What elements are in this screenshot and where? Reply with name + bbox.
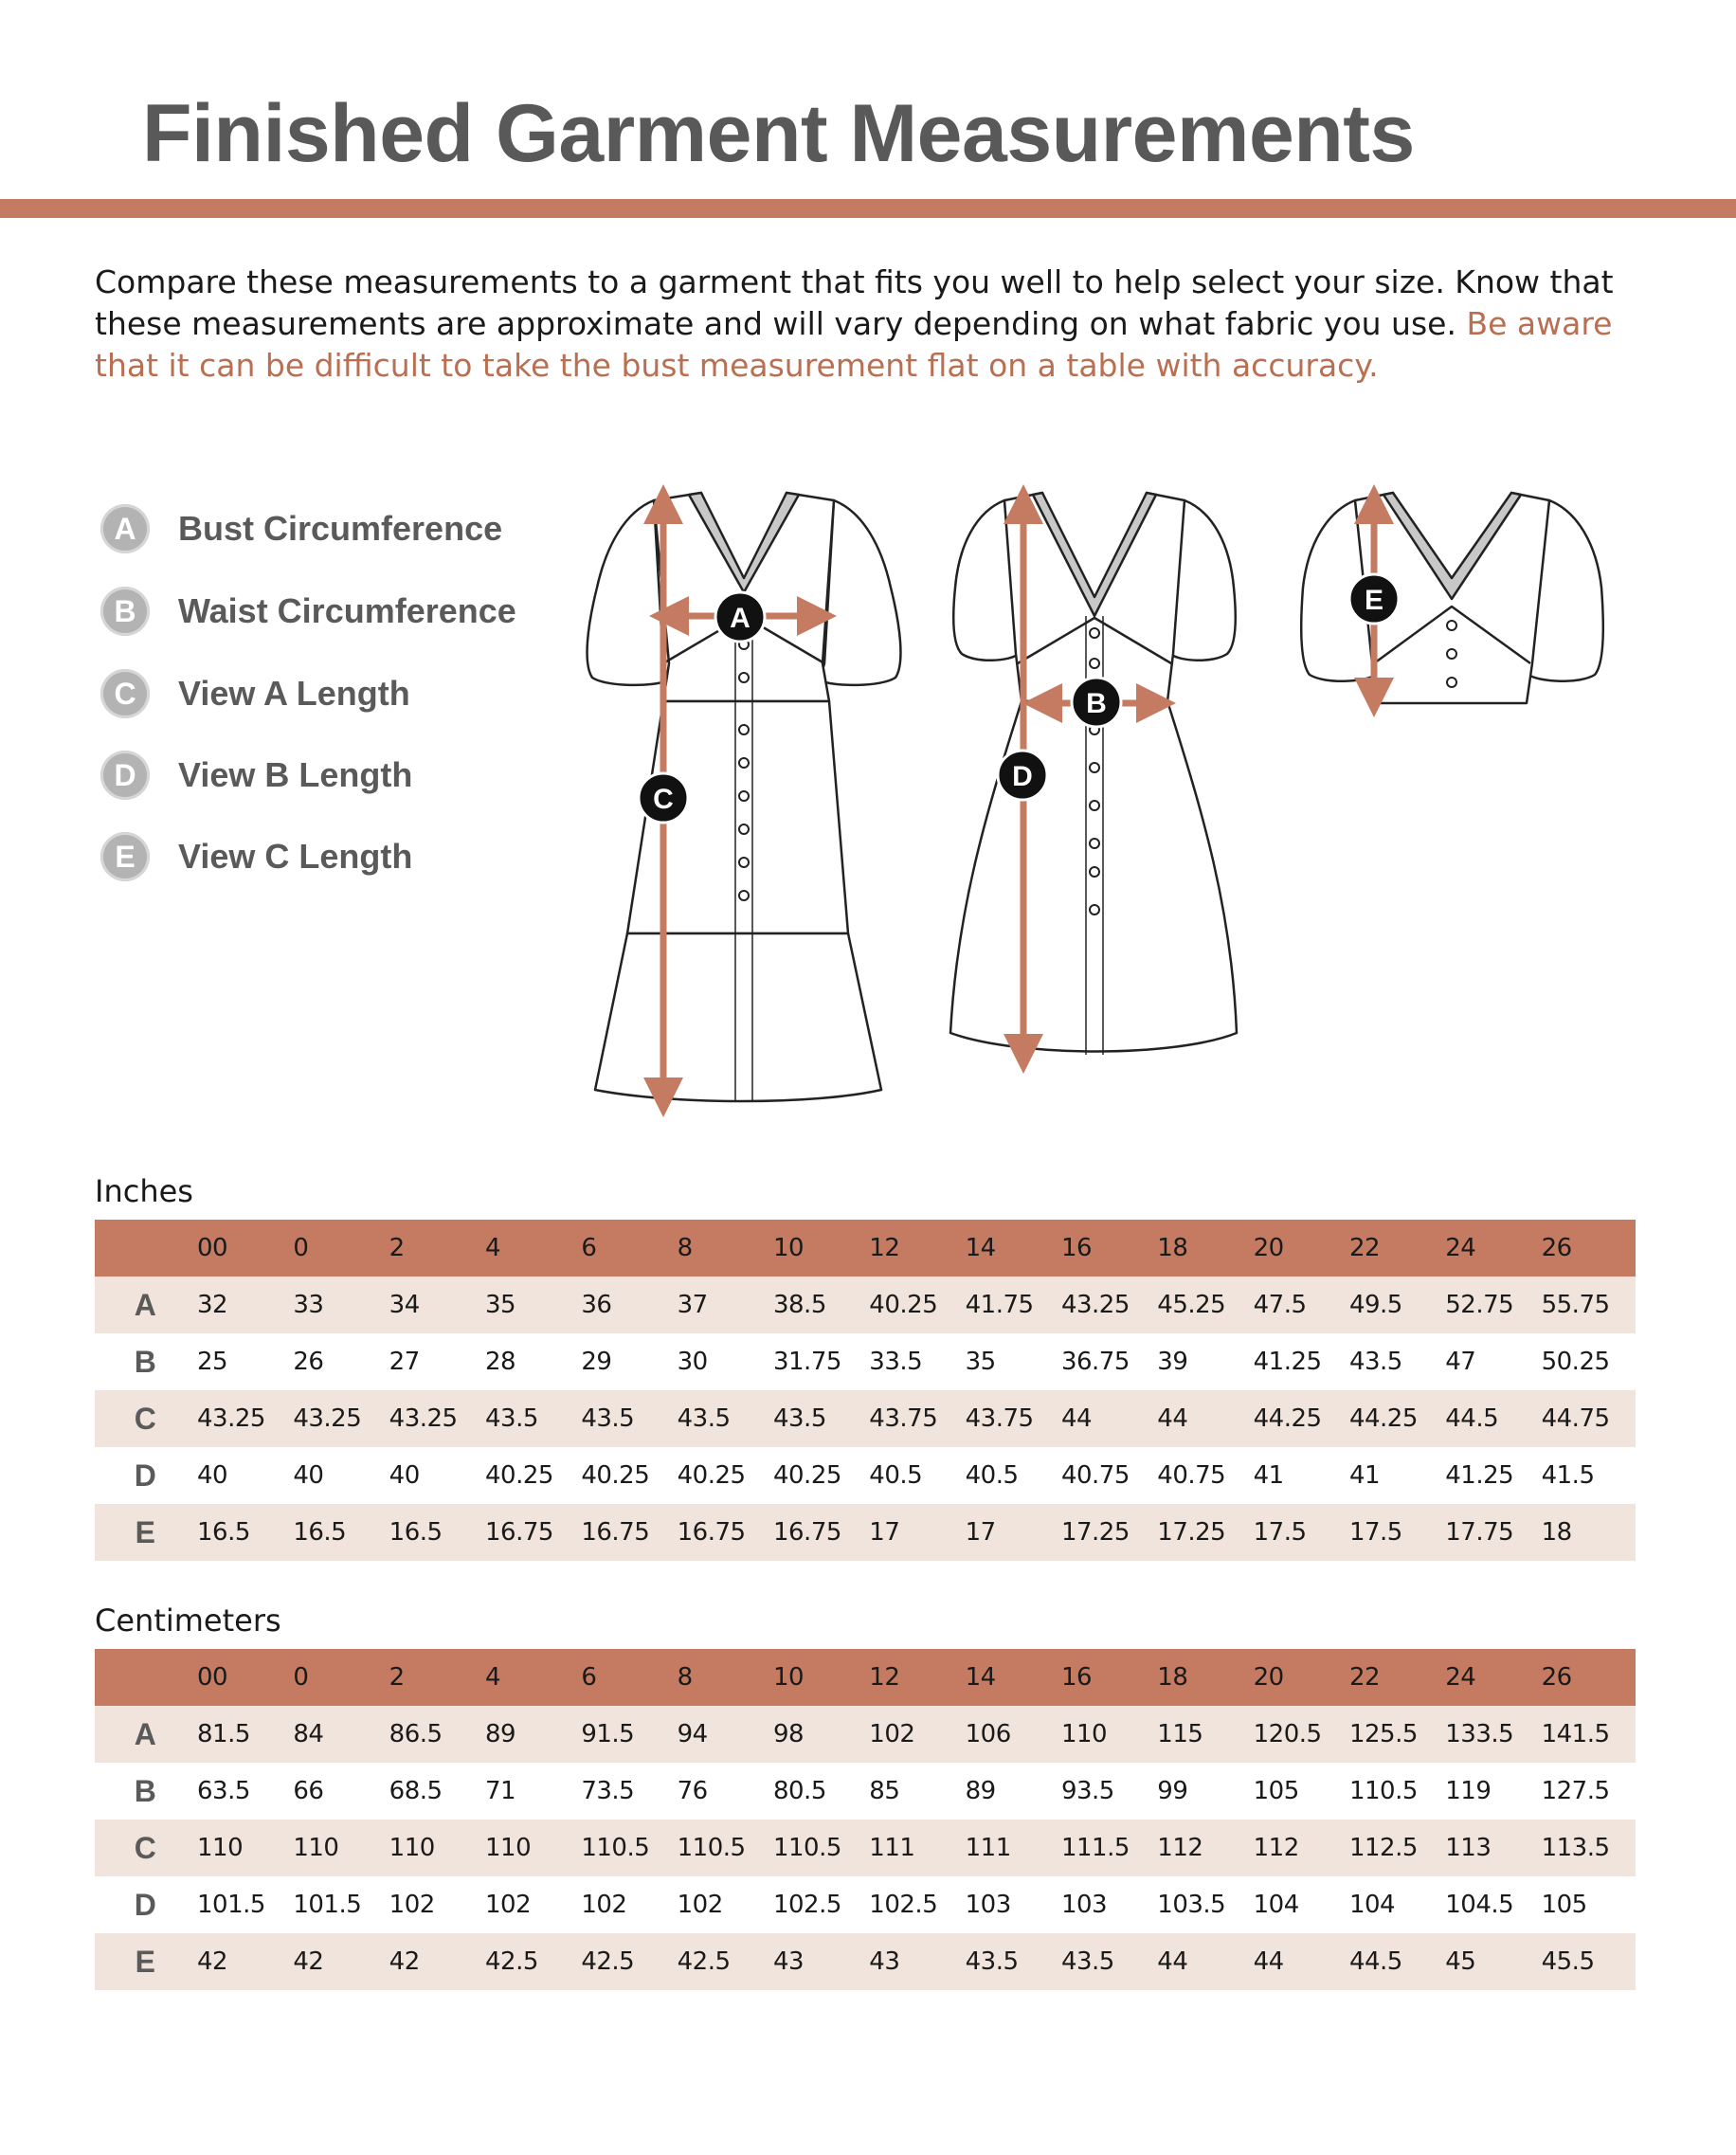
legend-badge-e: E bbox=[100, 832, 150, 881]
table-cell: 42.5 bbox=[581, 1947, 635, 1976]
table-cell: 76 bbox=[677, 1777, 708, 1805]
marker-d-letter: D bbox=[1012, 761, 1033, 792]
size-header-cell: 6 bbox=[581, 1234, 597, 1262]
table-cell: 40.5 bbox=[869, 1461, 923, 1490]
table-cell: 110 bbox=[293, 1834, 339, 1862]
table-cell: 34 bbox=[389, 1291, 420, 1319]
table-cell: 16.75 bbox=[772, 1518, 841, 1547]
size-header-cell: 0 bbox=[293, 1663, 309, 1692]
view-b-dress-illustration bbox=[950, 493, 1237, 1055]
table-cell: 102 bbox=[581, 1891, 627, 1919]
table-cell: 52.75 bbox=[1445, 1291, 1514, 1319]
table-cell: 29 bbox=[581, 1348, 612, 1376]
table-cell: 42 bbox=[389, 1947, 420, 1976]
table-cell: 40.25 bbox=[772, 1461, 841, 1490]
table-cell: 17.75 bbox=[1445, 1518, 1514, 1547]
size-header-cell: 16 bbox=[1060, 1234, 1093, 1262]
table-cell: 110 bbox=[484, 1834, 532, 1862]
size-header-cell: 14 bbox=[965, 1234, 996, 1262]
table-cell: 43.5 bbox=[965, 1947, 1019, 1976]
size-header-cell: 26 bbox=[1541, 1663, 1572, 1692]
size-header-cell: 4 bbox=[484, 1234, 501, 1262]
marker-a-letter: A bbox=[730, 603, 750, 634]
table-cell: 102 bbox=[389, 1891, 435, 1919]
view-a-dress-illustration bbox=[588, 493, 901, 1101]
table-cell: 36 bbox=[581, 1291, 612, 1319]
table-cell: 40 bbox=[389, 1461, 420, 1490]
marker-c-letter: C bbox=[653, 784, 674, 815]
size-header-cell: 22 bbox=[1348, 1234, 1381, 1262]
marker-d bbox=[998, 751, 1047, 800]
intro-warning: Be aware that it can be difficult to take the bust measurement flat on a table with accuracy. bbox=[95, 305, 1613, 384]
table-cell: 42.5 bbox=[677, 1947, 731, 1976]
table-cell: 41.75 bbox=[965, 1291, 1034, 1319]
table-cell: 39 bbox=[1157, 1348, 1188, 1376]
table-cell: 102 bbox=[677, 1891, 723, 1919]
size-header-cell: 10 bbox=[772, 1663, 805, 1692]
size-header-cell: 26 bbox=[1541, 1234, 1572, 1262]
table-cell: 110.5 bbox=[1348, 1777, 1418, 1805]
table-cell: 43.5 bbox=[772, 1404, 826, 1433]
table-cell: 25 bbox=[197, 1348, 228, 1376]
inches-row-a bbox=[95, 1277, 1636, 1333]
table-cell: 86.5 bbox=[389, 1720, 443, 1748]
table-cell: 40.75 bbox=[1060, 1461, 1130, 1490]
inches-row-d bbox=[95, 1447, 1636, 1504]
table-cell: 17.25 bbox=[1060, 1518, 1130, 1547]
table-cell: 80.5 bbox=[772, 1777, 826, 1805]
size-header-cell: 14 bbox=[965, 1663, 996, 1692]
legend-badge-c: C bbox=[100, 669, 150, 718]
intro-text: Compare these measurements to a garment that fits you well to help select your size. Know that these measurements are approximate and will vary depending on what fabric you use. bbox=[95, 263, 1614, 342]
table-cell: 40.25 bbox=[484, 1461, 553, 1490]
centimeters-row-b bbox=[95, 1763, 1636, 1820]
row-label: E bbox=[135, 1514, 155, 1549]
table-cell: 120.5 bbox=[1253, 1720, 1322, 1748]
table-cell: 110 bbox=[389, 1834, 435, 1862]
table-cell: 40.25 bbox=[869, 1291, 938, 1319]
size-header-cell: 00 bbox=[197, 1663, 228, 1692]
inches-corner-cell bbox=[95, 1220, 195, 1277]
table-cell: 111 bbox=[965, 1834, 1011, 1862]
table-cell: 102 bbox=[869, 1720, 915, 1748]
legend-label-d: View B Length bbox=[178, 755, 413, 794]
row-label: B bbox=[134, 1773, 156, 1808]
table-cell: 104 bbox=[1348, 1891, 1396, 1919]
table-cell: 16.5 bbox=[389, 1518, 443, 1547]
table-cell: 81.5 bbox=[197, 1720, 250, 1748]
table-cell: 33.5 bbox=[869, 1348, 923, 1376]
size-header-cell: 0 bbox=[293, 1234, 309, 1262]
centimeters-row-c bbox=[95, 1820, 1636, 1876]
table-cell: 43.5 bbox=[581, 1404, 635, 1433]
table-cell: 40.25 bbox=[581, 1461, 650, 1490]
table-cell: 44 bbox=[1157, 1947, 1188, 1976]
table-cell: 43.75 bbox=[869, 1404, 938, 1433]
row-label: B bbox=[134, 1344, 156, 1379]
size-header-cell: 24 bbox=[1445, 1234, 1476, 1262]
table-cell: 111.5 bbox=[1060, 1834, 1130, 1862]
table-cell: 36.75 bbox=[1060, 1348, 1130, 1376]
row-label: D bbox=[134, 1887, 156, 1922]
table-cell: 84 bbox=[293, 1720, 324, 1748]
table-cell: 66 bbox=[293, 1777, 324, 1805]
table-cell: 37 bbox=[677, 1291, 708, 1319]
table-cell: 101.5 bbox=[197, 1891, 265, 1919]
table-cell: 47.5 bbox=[1253, 1291, 1307, 1319]
table-cell: 112.5 bbox=[1348, 1834, 1418, 1862]
table-cell: 43.5 bbox=[1348, 1348, 1402, 1376]
size-header-cell: 12 bbox=[869, 1663, 900, 1692]
inches-caption: Inches bbox=[95, 1173, 193, 1209]
table-cell: 73.5 bbox=[581, 1777, 635, 1805]
table-cell: 63.5 bbox=[197, 1777, 250, 1805]
table-cell: 17 bbox=[965, 1518, 996, 1547]
marker-a bbox=[715, 592, 765, 642]
row-label: C bbox=[134, 1830, 156, 1865]
row-label: A bbox=[134, 1287, 156, 1322]
table-cell: 44.5 bbox=[1348, 1947, 1402, 1976]
table-cell: 44.25 bbox=[1348, 1404, 1418, 1433]
table-cell: 49.5 bbox=[1348, 1291, 1402, 1319]
table-cell: 40.75 bbox=[1157, 1461, 1226, 1490]
table-cell: 85 bbox=[869, 1777, 900, 1805]
centimeters-size-header bbox=[95, 1649, 1636, 1706]
table-cell: 102.5 bbox=[772, 1891, 841, 1919]
table-cell: 47 bbox=[1445, 1348, 1476, 1376]
table-cell: 30 bbox=[677, 1348, 708, 1376]
size-header-cell: 20 bbox=[1253, 1663, 1284, 1692]
size-header-cell: 2 bbox=[389, 1663, 405, 1692]
table-cell: 40.25 bbox=[677, 1461, 746, 1490]
table-cell: 26 bbox=[293, 1348, 324, 1376]
table-cell: 103.5 bbox=[1157, 1891, 1226, 1919]
table-cell: 45.5 bbox=[1541, 1947, 1595, 1976]
size-header-cell: 6 bbox=[581, 1663, 597, 1692]
table-cell: 40 bbox=[293, 1461, 324, 1490]
view-c-top-illustration bbox=[1301, 493, 1602, 703]
row-label: D bbox=[134, 1458, 156, 1493]
size-header-cell: 4 bbox=[484, 1663, 501, 1692]
size-header-cell: 10 bbox=[772, 1234, 805, 1262]
table-cell: 119 bbox=[1445, 1777, 1492, 1805]
table-cell: 71 bbox=[484, 1777, 516, 1805]
table-cell: 102.5 bbox=[869, 1891, 938, 1919]
table-cell: 110.5 bbox=[677, 1834, 746, 1862]
table-cell: 35 bbox=[965, 1348, 996, 1376]
table-cell: 41.25 bbox=[1445, 1461, 1514, 1490]
table-cell: 16.75 bbox=[484, 1518, 553, 1547]
row-label: E bbox=[135, 1944, 155, 1979]
table-cell: 41 bbox=[1348, 1461, 1381, 1490]
table-cell: 43.25 bbox=[197, 1404, 265, 1433]
table-cell: 110.5 bbox=[581, 1834, 650, 1862]
inches-row-e bbox=[95, 1504, 1636, 1561]
table-cell: 44.75 bbox=[1541, 1404, 1610, 1433]
table-cell: 41.25 bbox=[1253, 1348, 1322, 1376]
table-cell: 113 bbox=[1445, 1834, 1492, 1862]
legend-label-a: Bust Circumference bbox=[178, 509, 503, 548]
legend-label-b: Waist Circumference bbox=[178, 591, 516, 630]
table-cell: 17 bbox=[869, 1518, 900, 1547]
table-cell: 110.5 bbox=[772, 1834, 841, 1862]
table-cell: 111 bbox=[869, 1834, 915, 1862]
table-cell: 42 bbox=[197, 1947, 228, 1976]
table-cell: 38.5 bbox=[772, 1291, 826, 1319]
centimeters-row-d bbox=[95, 1876, 1636, 1933]
size-header-cell: 8 bbox=[677, 1663, 693, 1692]
legend-badge-d: D bbox=[100, 751, 150, 800]
table-cell: 43.25 bbox=[1060, 1291, 1130, 1319]
legend-badge-b: B bbox=[100, 587, 150, 636]
table-cell: 89 bbox=[484, 1720, 516, 1748]
table-cell: 43.5 bbox=[1060, 1947, 1114, 1976]
table-cell: 32 bbox=[197, 1291, 228, 1319]
table-cell: 17.5 bbox=[1253, 1518, 1307, 1547]
centimeters-caption: Centimeters bbox=[95, 1603, 281, 1639]
table-cell: 45 bbox=[1445, 1947, 1476, 1976]
marker-b bbox=[1072, 678, 1121, 727]
table-cell: 133.5 bbox=[1445, 1720, 1514, 1748]
table-cell: 110 bbox=[197, 1834, 244, 1862]
table-cell: 27 bbox=[389, 1348, 420, 1376]
table-cell: 103 bbox=[1060, 1891, 1108, 1919]
table-cell: 16.5 bbox=[197, 1518, 250, 1547]
centimeters-row-a bbox=[95, 1706, 1636, 1763]
table-cell: 55.75 bbox=[1541, 1291, 1610, 1319]
table-cell: 44 bbox=[1253, 1947, 1284, 1976]
size-header-cell: 12 bbox=[869, 1234, 900, 1262]
size-header-cell: 20 bbox=[1253, 1234, 1284, 1262]
table-cell: 43.25 bbox=[389, 1404, 458, 1433]
table-cell: 104 bbox=[1253, 1891, 1299, 1919]
table-cell: 35 bbox=[484, 1291, 516, 1319]
row-label: C bbox=[134, 1401, 156, 1436]
table-cell: 40.5 bbox=[965, 1461, 1019, 1490]
table-cell: 45.25 bbox=[1157, 1291, 1226, 1319]
table-cell: 105 bbox=[1541, 1891, 1587, 1919]
table-cell: 91.5 bbox=[581, 1720, 635, 1748]
table-cell: 94 bbox=[677, 1720, 708, 1748]
centimeters-corner-cell bbox=[95, 1649, 195, 1706]
table-cell: 125.5 bbox=[1348, 1720, 1418, 1748]
table-cell: 17.25 bbox=[1157, 1518, 1226, 1547]
size-header-cell: 8 bbox=[677, 1234, 693, 1262]
table-cell: 105 bbox=[1253, 1777, 1299, 1805]
legend-label-e: View C Length bbox=[178, 837, 413, 876]
marker-b-letter: B bbox=[1086, 688, 1107, 719]
table-cell: 104.5 bbox=[1445, 1891, 1514, 1919]
table-cell: 16.75 bbox=[581, 1518, 650, 1547]
table-cell: 50.25 bbox=[1541, 1348, 1610, 1376]
table-cell: 44.25 bbox=[1253, 1404, 1322, 1433]
marker-e-letter: E bbox=[1364, 585, 1384, 616]
table-cell: 68.5 bbox=[389, 1777, 443, 1805]
table-cell: 110 bbox=[1060, 1720, 1108, 1748]
size-header-cell: 2 bbox=[389, 1234, 405, 1262]
table-cell: 43 bbox=[869, 1947, 900, 1976]
legend-badge-a: A bbox=[100, 504, 150, 553]
table-cell: 43.25 bbox=[293, 1404, 362, 1433]
centimeters-row-e bbox=[95, 1933, 1636, 1990]
table-cell: 43.5 bbox=[677, 1404, 731, 1433]
view-a-skirt-tier bbox=[595, 933, 881, 1101]
table-cell: 16.75 bbox=[677, 1518, 746, 1547]
size-header-cell: 18 bbox=[1157, 1663, 1188, 1692]
table-cell: 106 bbox=[965, 1720, 1011, 1748]
table-cell: 101.5 bbox=[293, 1891, 362, 1919]
table-cell: 41 bbox=[1253, 1461, 1284, 1490]
table-cell: 44 bbox=[1060, 1404, 1093, 1433]
table-cell: 98 bbox=[772, 1720, 805, 1748]
table-cell: 43.75 bbox=[965, 1404, 1034, 1433]
inches-table bbox=[95, 1220, 1636, 1561]
inches-row-c bbox=[95, 1390, 1636, 1447]
size-header-cell: 18 bbox=[1157, 1234, 1188, 1262]
table-cell: 40 bbox=[197, 1461, 228, 1490]
table-cell: 17.5 bbox=[1348, 1518, 1402, 1547]
table-cell: 93.5 bbox=[1060, 1777, 1114, 1805]
table-cell: 42 bbox=[293, 1947, 324, 1976]
row-label: A bbox=[134, 1716, 156, 1751]
table-cell: 141.5 bbox=[1541, 1720, 1610, 1748]
centimeters-table bbox=[95, 1649, 1636, 1990]
marker-e bbox=[1349, 574, 1399, 624]
table-cell: 44 bbox=[1157, 1404, 1188, 1433]
table-cell: 42.5 bbox=[484, 1947, 538, 1976]
table-cell: 127.5 bbox=[1541, 1777, 1610, 1805]
size-header-cell: 22 bbox=[1348, 1663, 1381, 1692]
table-cell: 31.75 bbox=[772, 1348, 841, 1376]
table-cell: 103 bbox=[965, 1891, 1011, 1919]
page-title: Finished Garment Measurements bbox=[142, 88, 1415, 179]
marker-c bbox=[639, 773, 688, 823]
table-cell: 41.5 bbox=[1541, 1461, 1595, 1490]
table-cell: 102 bbox=[484, 1891, 532, 1919]
table-cell: 112 bbox=[1157, 1834, 1203, 1862]
table-cell: 28 bbox=[484, 1348, 516, 1376]
table-cell: 33 bbox=[293, 1291, 324, 1319]
table-cell: 115 bbox=[1157, 1720, 1203, 1748]
inches-row-b bbox=[95, 1333, 1636, 1390]
size-header-cell: 16 bbox=[1060, 1663, 1093, 1692]
table-cell: 112 bbox=[1253, 1834, 1299, 1862]
size-header-cell: 24 bbox=[1445, 1663, 1476, 1692]
table-cell: 43 bbox=[772, 1947, 805, 1976]
table-cell: 43.5 bbox=[484, 1404, 538, 1433]
table-cell: 99 bbox=[1157, 1777, 1188, 1805]
table-cell: 89 bbox=[965, 1777, 996, 1805]
table-cell: 18 bbox=[1541, 1518, 1572, 1547]
table-cell: 113.5 bbox=[1541, 1834, 1610, 1862]
table-cell: 16.5 bbox=[293, 1518, 347, 1547]
size-header-cell: 00 bbox=[197, 1234, 228, 1262]
inches-size-header bbox=[95, 1220, 1636, 1277]
legend-label-c: View A Length bbox=[178, 674, 410, 713]
table-cell: 44.5 bbox=[1445, 1404, 1499, 1433]
